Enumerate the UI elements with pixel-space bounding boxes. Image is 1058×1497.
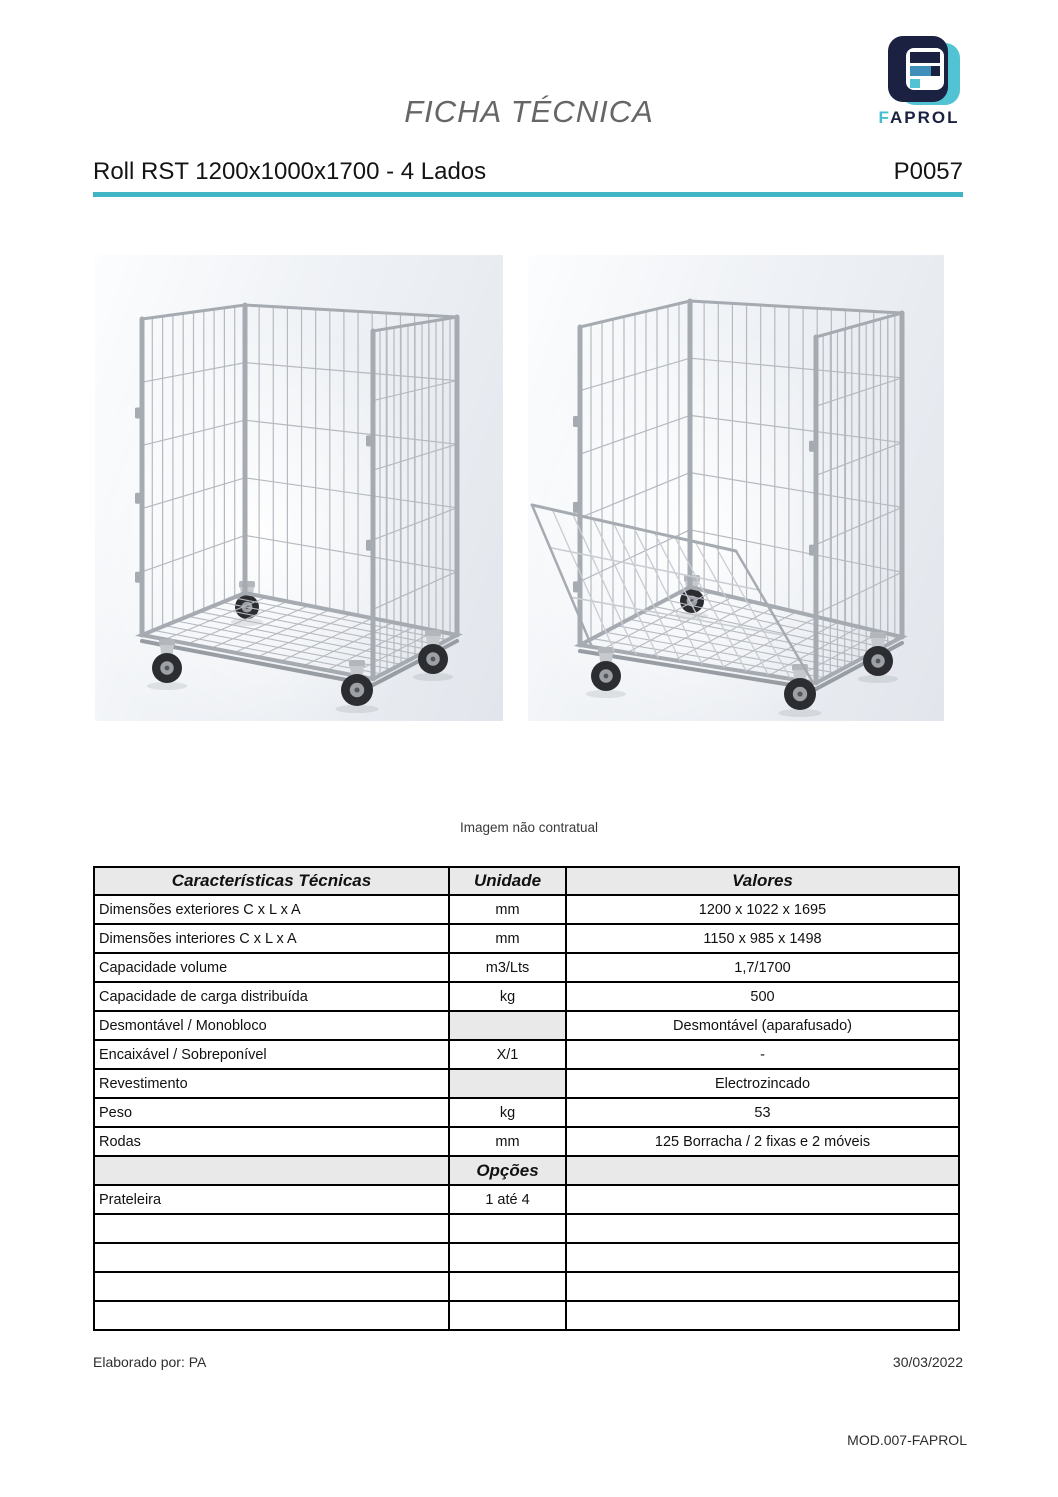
row-value: 500 bbox=[566, 982, 959, 1011]
product-code: P0057 bbox=[893, 158, 963, 185]
page-title: FICHA TÉCNICA bbox=[404, 94, 654, 129]
spec-table bbox=[93, 866, 960, 1331]
col-header-unit: Unidade bbox=[449, 867, 566, 895]
wordmark-first-letter: F bbox=[878, 108, 890, 127]
row-unit: kg bbox=[449, 1098, 566, 1127]
row-value: Desmontável (aparafusado) bbox=[566, 1011, 959, 1040]
table-row bbox=[94, 953, 959, 982]
row-unit: 1 até 4 bbox=[449, 1185, 566, 1214]
table-row bbox=[94, 1069, 959, 1098]
row-label: Capacidade de carga distribuída bbox=[94, 982, 449, 1011]
options-spacer-left bbox=[94, 1156, 449, 1185]
table-empty-row bbox=[94, 1301, 959, 1330]
col-header-values: Valores bbox=[566, 867, 959, 895]
row-value: 53 bbox=[566, 1098, 959, 1127]
options-header: Opções bbox=[449, 1156, 566, 1185]
faprol-wordmark bbox=[866, 108, 972, 128]
row-unit: mm bbox=[449, 1127, 566, 1156]
row-unit: mm bbox=[449, 924, 566, 953]
roll-cage-folded-panel-illustration bbox=[528, 255, 944, 721]
row-value: 1150 x 985 x 1498 bbox=[566, 924, 959, 953]
row-value: - bbox=[566, 1040, 959, 1069]
table-row bbox=[94, 924, 959, 953]
row-label: Prateleira bbox=[94, 1185, 449, 1214]
row-value: 1200 x 1022 x 1695 bbox=[566, 895, 959, 924]
row-label: Desmontável / Monobloco bbox=[94, 1011, 449, 1040]
options-header-row bbox=[94, 1156, 959, 1185]
row-label: Encaixável / Sobreponível bbox=[94, 1040, 449, 1069]
wordmark-rest: APROL bbox=[889, 108, 960, 127]
row-unit: X/1 bbox=[449, 1040, 566, 1069]
product-image-left bbox=[95, 255, 503, 721]
table-row bbox=[94, 1185, 959, 1214]
options-spacer-right bbox=[566, 1156, 959, 1185]
product-image-right bbox=[528, 255, 944, 721]
row-value: 1,7/1700 bbox=[566, 953, 959, 982]
row-value: 125 Borracha / 2 fixas e 2 móveis bbox=[566, 1127, 959, 1156]
table-header-row bbox=[94, 867, 959, 895]
image-caption: Imagem não contratual bbox=[459, 820, 599, 835]
table-empty-row bbox=[94, 1272, 959, 1301]
row-label: Peso bbox=[94, 1098, 449, 1127]
table-empty-row bbox=[94, 1214, 959, 1243]
row-label: Dimensões exteriores C x L x A bbox=[94, 895, 449, 924]
row-label: Revestimento bbox=[94, 1069, 449, 1098]
footer-author: Elaborado por: PA bbox=[93, 1354, 207, 1370]
footer-date: 30/03/2022 bbox=[892, 1354, 963, 1370]
table-empty-row bbox=[94, 1243, 959, 1272]
row-label: Dimensões interiores C x L x A bbox=[94, 924, 449, 953]
row-unit: m3/Lts bbox=[449, 953, 566, 982]
footer-doc-code: MOD.007-FAPROL bbox=[847, 1432, 967, 1448]
row-value bbox=[566, 1185, 959, 1214]
roll-cage-closed-illustration bbox=[95, 255, 503, 721]
table-row bbox=[94, 1127, 959, 1156]
row-unit: mm bbox=[449, 895, 566, 924]
row-unit bbox=[449, 1069, 566, 1098]
row-label: Capacidade volume bbox=[94, 953, 449, 982]
product-title-bar bbox=[93, 158, 963, 197]
table-row bbox=[94, 895, 959, 924]
footer bbox=[93, 1354, 963, 1370]
col-header-characteristics: Características Técnicas bbox=[94, 867, 449, 895]
row-label: Rodas bbox=[94, 1127, 449, 1156]
table-row bbox=[94, 1040, 959, 1069]
table-row bbox=[94, 1011, 959, 1040]
row-unit: kg bbox=[449, 982, 566, 1011]
row-unit bbox=[449, 1011, 566, 1040]
row-value: Electrozincado bbox=[566, 1069, 959, 1098]
product-title: Roll RST 1200x1000x1700 - 4 Lados bbox=[93, 158, 487, 185]
table-row bbox=[94, 1098, 959, 1127]
table-row bbox=[94, 982, 959, 1011]
faprol-logo-icon bbox=[884, 34, 964, 110]
